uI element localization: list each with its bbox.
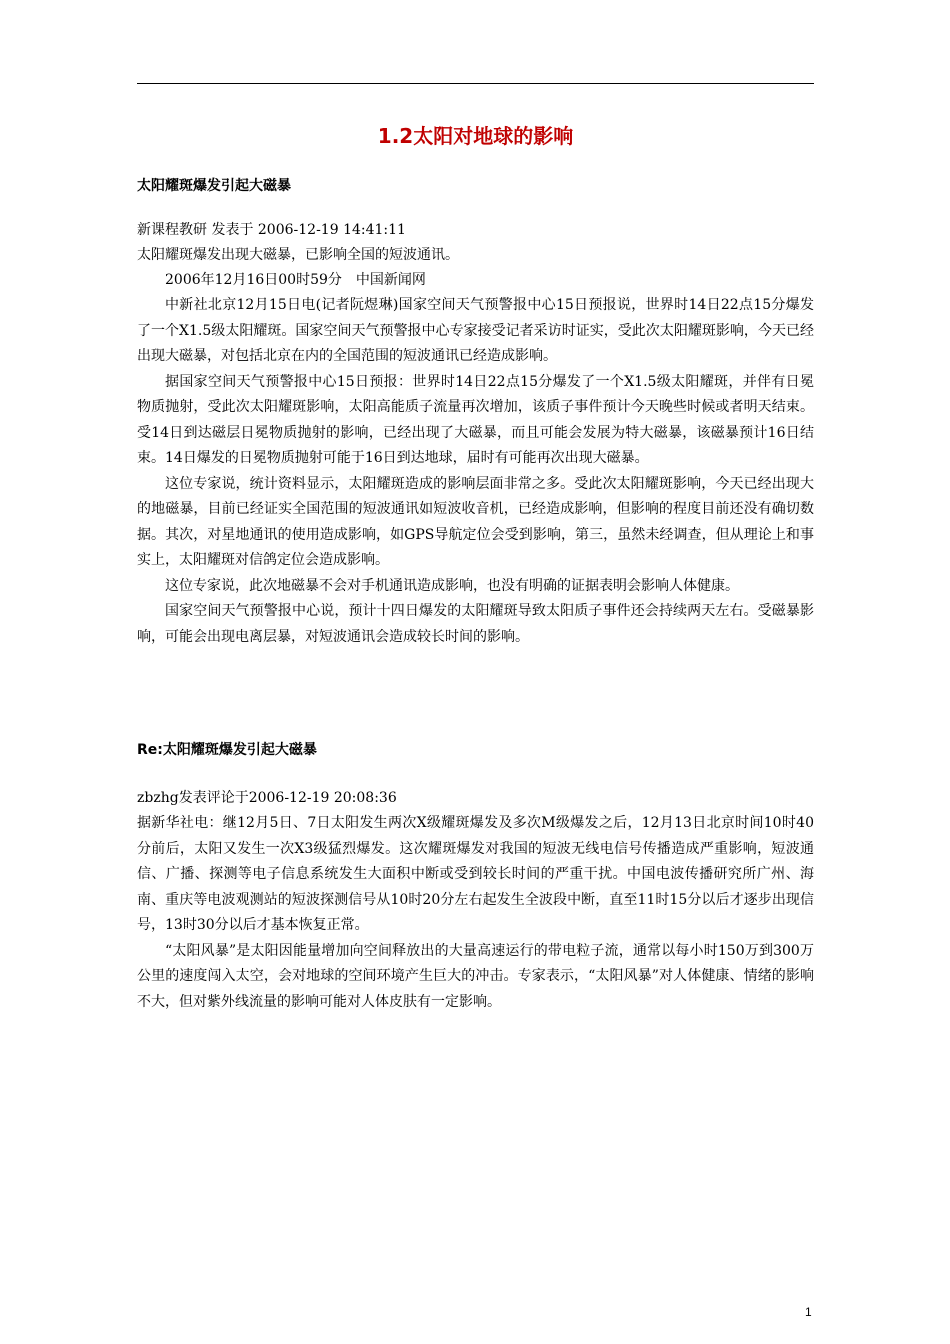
reply-heading: Re:太阳耀斑爆发引起大磁暴 (137, 742, 317, 758)
article-body (137, 218, 814, 650)
reply-meta: zbzhg发表评论于2006-12-19 20:08:36 (137, 790, 397, 806)
page-number: 1 (805, 1305, 812, 1319)
header-rule (137, 83, 814, 84)
article-paragraph: 中新社北京12月15日电(记者阮煜琳)国家空间天气预警报中心15日预报说，世界时14日22点15分爆发了一个X1.5级太阳耀斑。国家空间天气预警报中心专家接受记者采访时证实，受此次太阳耀斑影响，今天已经出现大磁暴，对包括北京在内的全国范围的短波通讯已经造成影响。 (137, 297, 814, 364)
document-title: 1.2太阳对地球的影响 (377, 124, 574, 148)
article-paragraph: 国家空间天气预警报中心说，预计十四日爆发的太阳耀斑导致太阳质子事件还会持续两天左右。受磁暴影响，可能会出现电离层暴，对短波通讯会造成较长时间的影响。 (137, 603, 814, 645)
article-heading: 太阳耀斑爆发引起大磁暴 (137, 178, 291, 194)
article-source: 2006年12月16日00时59分 中国新闻网 (165, 272, 426, 288)
article-paragraph: 据国家空间天气预警报中心15日预报：世界时14日22点15分爆发了一个X1.5级太阳耀斑，并伴有日冕物质抛射，受此次太阳耀斑影响，太阳高能质子流量再次增加，该质子事件预计今天晚些时候或者明天结束。受14日到达磁层日冕物质抛射的影响，已经出现了大磁暴，而且可能会发展为特大磁暴，该磁暴预计16日结束。14日爆发的日冕物质抛射可能于16日到达地球，届时有可能再次出现大磁暴。 (137, 373, 814, 466)
article-meta: 新课程教研 发表于 2006-12-19 14:41:11 (137, 222, 406, 238)
reply-paragraph: “太阳风暴”是太阳因能量增加向空间释放出的大量高速运行的带电粒子流，通常以每小时150万到300万公里的速度闯入太空，会对地球的空间环境产生巨大的冲击。专家表示，“太阳风暴”对人体健康、情绪的影响不大，但对紫外线流量的影响可能对人体皮肤有一定影响。 (137, 942, 814, 1010)
article-paragraph: 这位专家说，此次地磁暴不会对手机通讯造成影响，也没有明确的证据表明会影响人体健康。 (165, 577, 739, 594)
reply-paragraph: 据新华社电：继12月5日、7日太阳发生两次X级耀斑爆发及多次M级爆发之后，12月13日北京时间10时40分前后，太阳又发生一次X3级猛烈爆发。这次耀斑爆发对我国的短波无线电信号传播造成严重影响，短波通信、广播、探测等电子信息系统发生大面积中断或受到较长时间的严重干扰。中国电波传播研究所广州、海南、重庆等电波观测站的短波探测信号从10时20分左右起发生全波段中断，直至11时15分以后才逐步出现信号，13时30分以后才基本恢复正常。 (137, 815, 814, 933)
reply-body (137, 786, 814, 1015)
article-paragraph: 这位专家说，统计资料显示，太阳耀斑造成的影响层面非常之多。受此次太阳耀斑影响，今天已经出现大的地磁暴，目前已经证实全国范围的短波通讯如短波收音机，已经造成影响，但影响的程度目前还没有确切数据。其次，对星地通讯的使用造成影响，如GPS导航定位会受到影响，第三，虽然未经调查，但从理论上和事实上，太阳耀斑对信鸽定位会造成影响。 (137, 475, 814, 568)
article-summary: 太阳耀斑爆发出现大磁暴，已影响全国的短波通讯。 (137, 247, 459, 263)
